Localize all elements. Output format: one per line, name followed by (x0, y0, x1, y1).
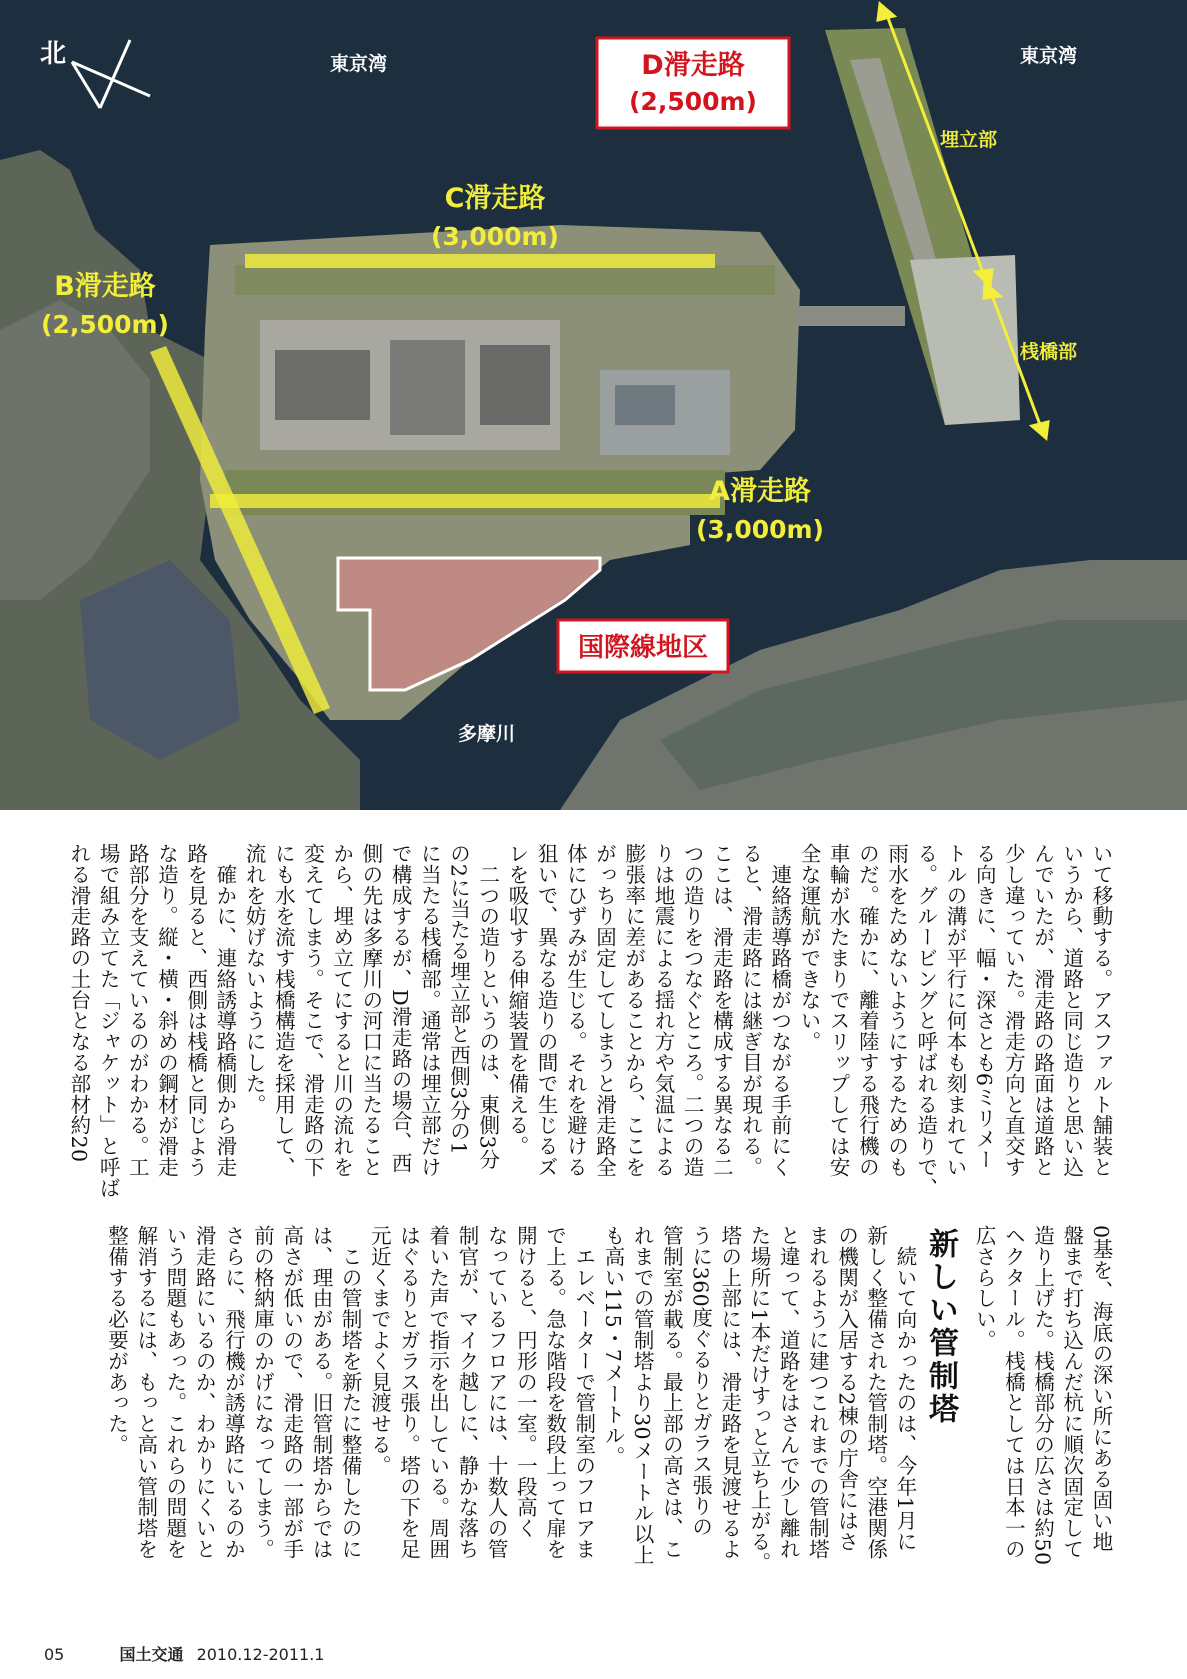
issue-date: 2010.12-2011.1 (196, 1645, 325, 1664)
runway-d-length: (2,500m) (629, 87, 757, 116)
intl-area-label: 国際線地区 (577, 633, 709, 663)
runway-c-length: (3,000m) (431, 222, 559, 251)
runway-c-name: C滑走路 (444, 183, 546, 214)
runway-a-length: (3,000m) (696, 515, 824, 544)
page-footer (44, 1642, 324, 1665)
article-column-1: いて移動する。アスファルト舗装と いうから、道路と同じ造りと思い込 んでいたが、滑走路の路面は道路と 少し違っていた。滑走方向と直交す る向きに、幅・深さとも6ミリメー トルの溝が平行に何本も刻まれてい る。グルービングと呼ばれる造りで、 雨水をためないようにするためのも のだ。確かに、離着陸する飛行機の 車輪が水たまりでスリップしては安 全な運航ができない。 連絡誘導路橋がつながる手前にく ると、滑走路には継ぎ目が現れる。 ここは、滑走路を構成する異なる二 つの造りをつなぐところ。二つの造 りは地震による揺れ方や気温による 膨張率に差があることから、ここを がっちり固定してしまうと滑走路全 体にひずみが生じる。それを避ける 狙いで、異なる造りの間で生じるズ レを吸収する伸縮装置を備える。 二つの造りというのは、東側3分 の2に当たる埋立部と西側3分の1 に当たる桟橋部。通常は埋立部だけ で構成するが、D滑走路の場合、西 側の先は多摩川の河口に当たること から、埋め立てにすると川の流れを 変えてしまう。そこで、滑走路の下 にも水を流す桟橋構造を採用して、 流れを妨げないようにした。 確かに、連絡誘導路橋側から滑走 路を見ると、西側は桟橋と同じよう な造り。縦・横・斜めの鋼材が滑走 路部分を支えているのがわかる。工 場で組み立てた「ジャケット」と呼ば れる滑走路の土台となる部材約20 (66, 843, 1113, 1199)
runway-a-highlight (210, 494, 720, 508)
airport-aerial-photo (0, 0, 1187, 810)
pier-section-label: 桟橋部 (1020, 341, 1078, 363)
connecting-taxiway-bridge (795, 306, 905, 326)
article-column-2-intro-text: 0基を、海底の深い所にある固い地 盤まで打ち込んだ杭に順次固定して 造り上げた。桟橋部分の広さは約50 ヘクタール。桟橋としては日本一の 広さらしい。 (972, 1225, 1113, 1566)
runway-b-name: B滑走路 (54, 271, 156, 302)
page-number: 05 (44, 1645, 65, 1664)
runway-b-length: (2,500m) (41, 310, 169, 339)
runway-d-name: D滑走路 (641, 50, 745, 81)
north-label: 北 (40, 39, 67, 69)
bay-label-right: 東京湾 (1020, 45, 1078, 67)
runway-a-name: A滑走路 (709, 476, 811, 507)
bay-label-left: 東京湾 (330, 53, 388, 75)
article-column-2-body: 続いて向かったのは、今年1月に 新しく整備された管制塔。空港関係 の機関が入居する2棟の庁舎にはさ まれるように建つこれまでの管制塔 と違って、道路をはさんで少し離れ た場所に1本だけすっと立ち上がる。 塔の上部には、滑走路を見渡せるよ うに360度ぐるりとガラス張りの 管制室が載る。最上部の高さは、こ れまでの管制塔より30メートル以上 も高い115・7メートル。 エレベーターで管制室のフロアま で上る。急な階段を数段上って扉を 開けると、円形の一室。一段高く なっているフロアには、十数人の管 制官が、マイク越しに、静かな落ち 着いた声で指示を出している。周囲 はぐるりとガラス張り。塔の下を足 元近くまでよく見渡せる。 この管制塔を新たに整備したのに は、理由がある。旧管制塔からでは 高さが低いので、滑走路の一部が手 前の格納庫のかげになってしまう。 さらに、飛行機が誘導路にいるのか 滑走路にいるのか、わかりにくいと いう問題もあった。これらの問題を 解消するには、もっと高い管制塔を 整備する必要があった。 (104, 1225, 917, 1573)
section-heading: 新しい管制塔 (923, 1228, 958, 1426)
runway-c-highlight (245, 254, 715, 268)
river-label: 多摩川 (458, 723, 516, 745)
magazine-title: 国土交通 (119, 1645, 184, 1664)
reclaimed-section-label: 埋立部 (940, 129, 998, 151)
